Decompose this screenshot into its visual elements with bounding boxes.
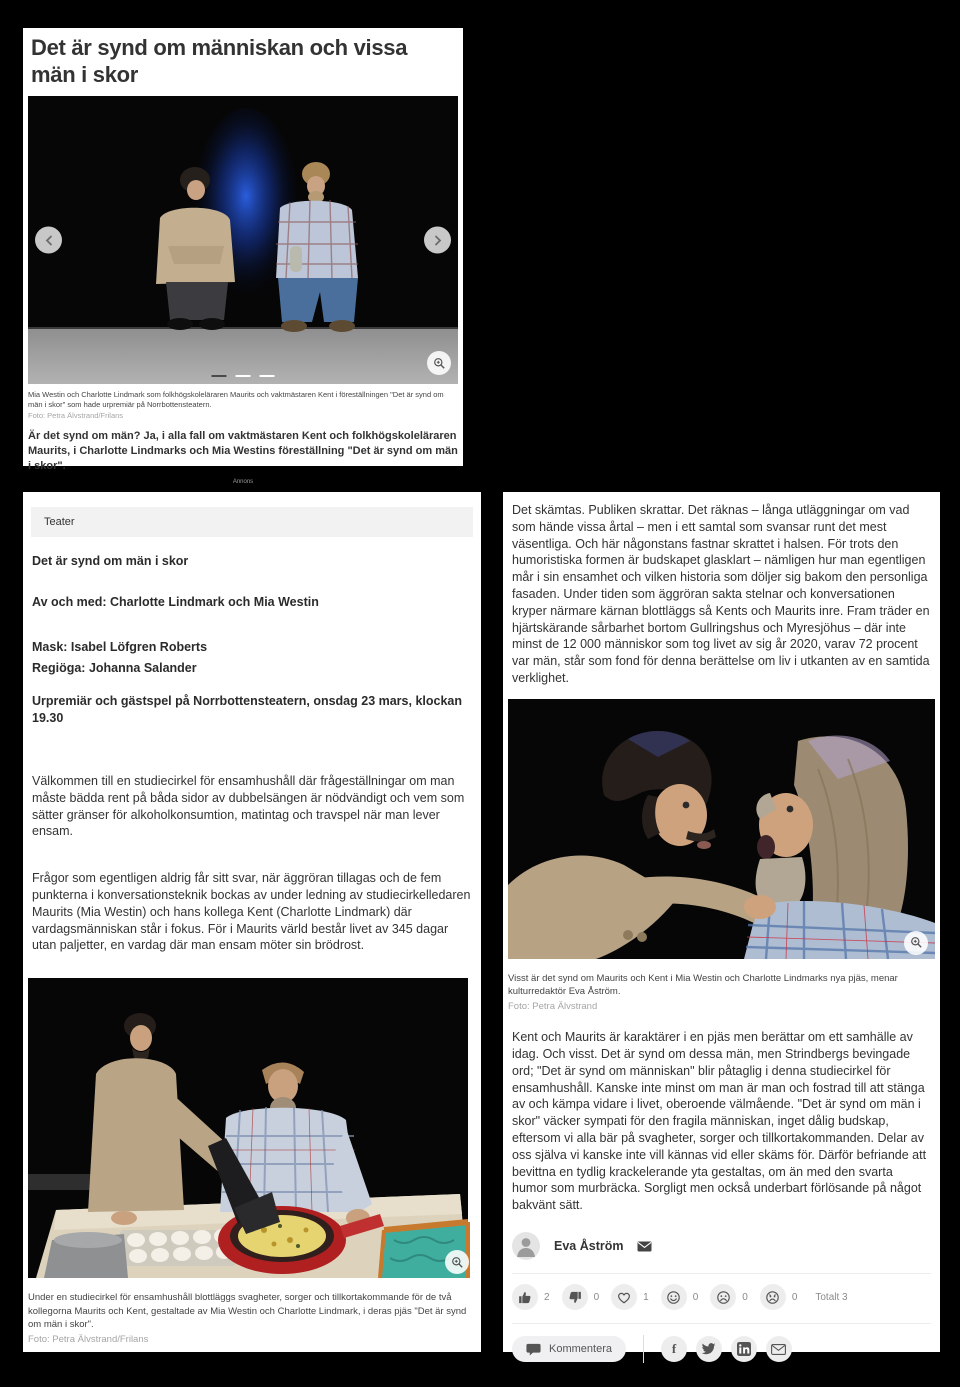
carousel-pagination[interactable] [212, 375, 275, 377]
heart-icon [616, 1290, 632, 1305]
pagination-dash[interactable] [236, 375, 251, 377]
ad-label: Annons [232, 479, 254, 485]
carousel-prev-button[interactable] [35, 227, 62, 254]
thumbs-up-button[interactable] [512, 1284, 538, 1310]
speech-bubble-icon [526, 1343, 541, 1356]
play-title: Det är synd om män i skor [32, 554, 189, 568]
article-lead: Är det synd om män? Ja, i alla fall om vaktmästaren Kent och folkhögskoleläraren Maurits, i Charlotte Lindmarks och Mia Westins föreställning "Det är synd om män i skor". [28, 430, 458, 472]
reaction-count: 0 [791, 1291, 798, 1303]
stage-photo-confrontation [508, 699, 935, 959]
sad-button[interactable] [710, 1284, 736, 1310]
article-right-column [503, 492, 940, 1357]
article-left-column [23, 492, 481, 1352]
author-row [512, 1232, 931, 1260]
facebook-icon: f [671, 1341, 677, 1357]
stage-photo-two-men-on-chairs [28, 96, 458, 384]
smiley-face-icon [666, 1290, 681, 1305]
smiley-button[interactable] [661, 1284, 687, 1310]
photo-credit: Foto: Petra Älvstrand/Frilans [28, 1333, 149, 1345]
reactions-row [512, 1284, 931, 1310]
reaction-count: 0 [742, 1291, 748, 1303]
fact-box [32, 553, 472, 727]
twitter-icon [701, 1343, 716, 1356]
body-paragraph: Kent och Maurits är karaktärer i en pjäs men berättar om ett samhälle av idag. Och visst. Det är synd om dessa män, men Strindbergs bevingade ord; "Det är synd om människan" blir påtaglig i denna studiecirkel för ensamhushåll. Kanske inte minst om man är man och fostrad till att stänga av och kämpa vidare i livet, oberoende välmående. "Det är synd om män i skor" väcker sympati för den fragila människan, inget dålig budskap, eftersom vi alla bär på svagheter, sorger och tillkortakommanden. Delar av oss själva vi kanske inte vill kännas vid eller skäms för. Därför befriande att bevittna en tydlig krackelerande yta gestaltas, om än med den svarta humor som murbräcka. Sorgligt men också underbart förlösande på något bakvänt sätt. [512, 1030, 927, 1213]
share-row [512, 1335, 931, 1363]
reaction-count: 2 [544, 1291, 550, 1303]
angry-face-icon [765, 1290, 780, 1305]
comment-button-label: Kommentera [549, 1343, 612, 1356]
body-paragraph: Frågor som egentligen aldrig får sitt svar, när äggröran tillagas och de fem punkterna i konversationsteknik bockas av under ledning av studiecirkelledaren Maurits (Mia Westin) och hans kollega Kent (Charlotte Lindmark) där vardagsmänniskan står i fokus. För i Maurits värld består livet av 345 dagar utan paljetter, en vardag där man ensam möter sin brödrost. [32, 871, 471, 953]
email-icon [771, 1344, 786, 1355]
pagination-dash[interactable] [260, 375, 275, 377]
carousel-next-button[interactable] [424, 227, 451, 254]
linkedin-icon [737, 1342, 751, 1356]
stage-photo-cooking-scene [28, 978, 468, 1278]
body-paragraph: Det skämtas. Publiken skrattar. Det räknas – långa utläggningar om vad som hände vissa årtal – men i ett samtal som svansar runt det mest väsentliga. Och här någonstans fastnar skrattet i halsen. För trots den humoristiska formen är budskapet glasklart – nämligen hur man egentligen mår i sin ensamhet och vilken historia som döljer sig bakom den personliga fasaden. Under tiden som äggröran sakta stelnar och konversationen kryper närmare kärnan blottläggs så Kents och Maurits inre. Fram träder en hjärtskärande sårbarhet bortom Gullringshus och Myresjöhus – där inte minst de 12 000 människor som tog livet av sig år 2020, varav 72 procent var män, står som fond för denna berättelse om liv i utkanten av en samtida verklighet. [512, 503, 930, 685]
twitter-share-button[interactable] [696, 1336, 722, 1362]
article-photo [28, 978, 476, 1283]
chevron-right-icon [433, 234, 443, 246]
email-share-button[interactable] [766, 1336, 792, 1362]
email-icon[interactable] [637, 1241, 652, 1252]
divider [512, 1273, 931, 1274]
facebook-share-button[interactable] [661, 1336, 687, 1362]
linkedin-share-button[interactable] [731, 1336, 757, 1362]
reaction-count: 1 [643, 1291, 649, 1303]
photo-credit: Foto: Petra Älvstrand/Frilans [28, 411, 124, 420]
image-caption: Visst är det synd om Maurits och Kent i Mia Westin och Charlotte Lindmarks nya pjäs, menar kulturredaktör Eva Åström. [508, 972, 898, 998]
play-mask-credit: Mask: Isabel Löfgren Roberts [32, 640, 208, 654]
reaction-count: 0 [692, 1291, 699, 1303]
article-headline: Det är synd om människan och vissa män i skor [31, 35, 408, 87]
divider [512, 1323, 931, 1324]
play-premiere-info: Urpremiär och gästspel på Norrbottensteatern, onsdag 23 mars, klockan 19.30 [32, 694, 462, 725]
reaction-count: 0 [593, 1291, 600, 1303]
pagination-dash-active[interactable] [212, 375, 227, 377]
thumbs-down-button[interactable] [562, 1284, 588, 1310]
image-caption: Under en studiecirkel för ensamhushåll blottläggs svagheter, sorger och tillkortakommande för de två kollegorna Maurits och Kent, gestaltade av Mia Westin och Charlotte Lindmark, i deras pjäs "Det är synd om män i skor". [28, 1292, 467, 1331]
thumbs-up-icon [518, 1290, 533, 1305]
category-bar[interactable] [31, 507, 473, 537]
image-carousel [28, 96, 458, 384]
category-label: Teater [44, 516, 75, 528]
heart-button[interactable] [611, 1284, 637, 1310]
zoom-icon[interactable] [427, 351, 451, 375]
zoom-icon[interactable] [904, 931, 928, 955]
image-caption: Mia Westin och Charlotte Lindmark som folkhögskoleläraren Maurits och vaktmästaren Kent i föreställningen "Det är synd om män i skor" som hade urpremiär på Norrbottensteatern. [28, 390, 444, 409]
comment-button[interactable] [512, 1336, 626, 1362]
vertical-divider [643, 1335, 644, 1363]
angry-button[interactable] [760, 1284, 786, 1310]
play-director-credit: Regiöga: Johanna Salander [32, 661, 197, 675]
person-avatar-icon[interactable] [512, 1232, 540, 1260]
article-teaser-card [23, 28, 463, 485]
author-name[interactable]: Eva Åström [554, 1239, 624, 1254]
body-paragraph: Välkommen till en studiecirkel för ensamhushåll där frågeställningar om man måste bädda rent på båda sidor av dubbelsängen är nödvändigt och vem som sätter gränser för alkoholkonsumtion, matintag och travspel när man lever ensam. [32, 774, 465, 839]
zoom-icon[interactable] [445, 1250, 469, 1274]
sad-face-icon [716, 1290, 731, 1305]
article-photo [508, 699, 935, 964]
thumbs-down-icon [567, 1290, 582, 1305]
chevron-left-icon [44, 234, 54, 246]
reactions-total: Totalt 3 [815, 1291, 848, 1303]
photo-credit: Foto: Petra Älvstrand [508, 1000, 598, 1012]
play-byline: Av och med: Charlotte Lindmark och Mia Westin [32, 595, 319, 609]
